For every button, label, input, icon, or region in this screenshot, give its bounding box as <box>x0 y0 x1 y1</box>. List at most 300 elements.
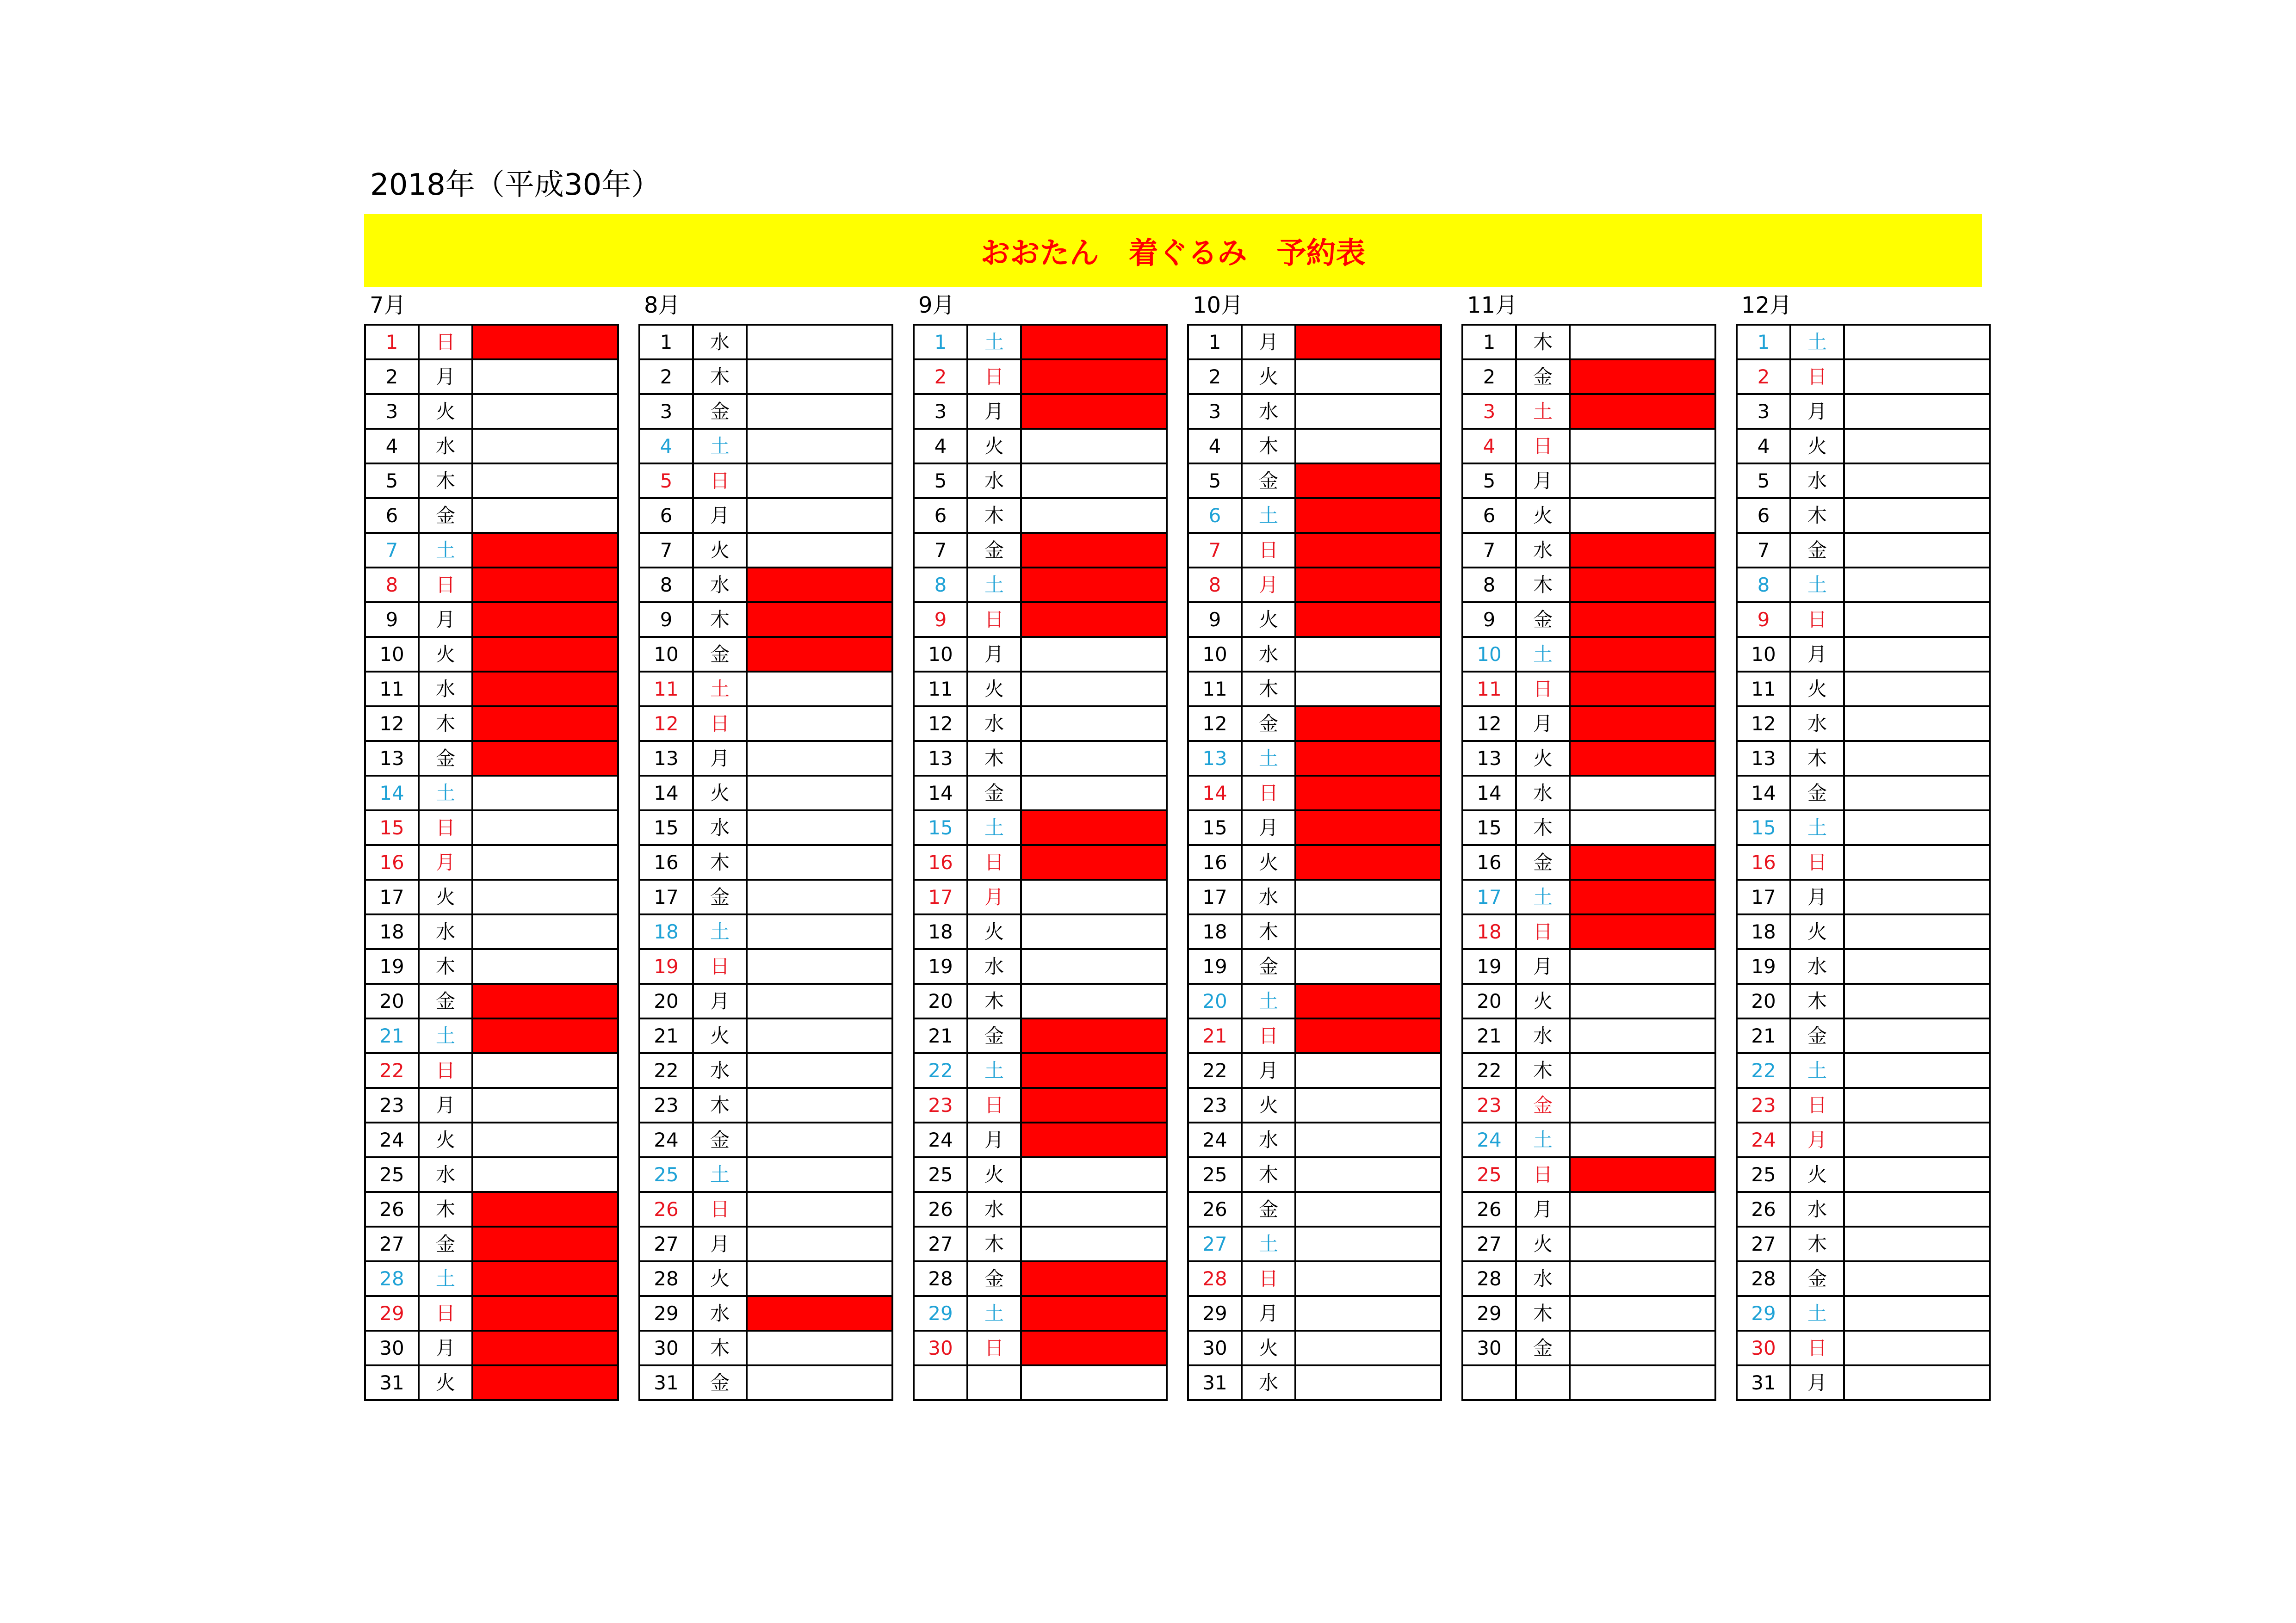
day-row <box>639 845 892 880</box>
reserved-cell[interactable] <box>472 533 618 568</box>
weekday: 木 <box>967 741 1021 776</box>
weekday: 水 <box>1242 880 1295 914</box>
weekday: 月 <box>1790 1123 1844 1157</box>
reservation-cell[interactable] <box>1844 845 1990 880</box>
day-number: 3 <box>1737 394 1790 429</box>
day-number: 21 <box>639 1018 693 1053</box>
month-column <box>1736 287 1983 1401</box>
weekday: 月 <box>1516 463 1570 498</box>
weekday: 金 <box>1242 463 1295 498</box>
day-row <box>914 637 1167 672</box>
reservation-cell[interactable] <box>1570 1296 1715 1331</box>
day-row <box>1462 1365 1715 1400</box>
reservation-cell[interactable] <box>1844 1261 1990 1296</box>
reservation-cell[interactable] <box>747 706 892 741</box>
reservation-cell[interactable] <box>747 845 892 880</box>
day-number: 23 <box>365 1088 419 1123</box>
day-row <box>1737 845 1990 880</box>
reserved-cell[interactable] <box>1021 1296 1167 1331</box>
reserved-cell[interactable] <box>1295 533 1441 568</box>
weekday: 土 <box>1242 498 1295 533</box>
reservation-cell[interactable] <box>1570 1018 1715 1053</box>
reserved-cell[interactable] <box>1570 880 1715 914</box>
day-number: 2 <box>1188 359 1242 394</box>
day-row <box>914 1331 1167 1365</box>
reserved-cell[interactable] <box>472 1192 618 1227</box>
reservation-cell[interactable] <box>1570 1053 1715 1088</box>
reserved-cell[interactable] <box>1021 602 1167 637</box>
reservation-cell[interactable] <box>1570 1261 1715 1296</box>
reservation-cell[interactable] <box>1844 776 1990 810</box>
reservation-cell[interactable] <box>747 672 892 706</box>
weekday: 水 <box>419 1157 472 1192</box>
reserved-cell[interactable] <box>1570 533 1715 568</box>
day-row <box>914 1088 1167 1123</box>
reserved-cell[interactable] <box>1570 914 1715 949</box>
reservation-cell[interactable] <box>1844 602 1990 637</box>
reservation-cell[interactable] <box>1570 810 1715 845</box>
reservation-cell[interactable] <box>1295 1123 1441 1157</box>
reserved-cell[interactable] <box>747 568 892 602</box>
weekday: 木 <box>419 706 472 741</box>
reservation-cell[interactable] <box>472 776 618 810</box>
reservation-cell[interactable] <box>1570 498 1715 533</box>
day-number: 1 <box>639 325 693 359</box>
reservation-cell[interactable] <box>1295 429 1441 463</box>
day-number: 17 <box>914 880 967 914</box>
reservation-cell[interactable] <box>1021 949 1167 984</box>
day-number: 14 <box>1188 776 1242 810</box>
day-row <box>365 1018 618 1053</box>
reservation-cell[interactable] <box>1844 394 1990 429</box>
day-row <box>639 1123 892 1157</box>
reservation-cell[interactable] <box>1021 672 1167 706</box>
day-number: 23 <box>1737 1088 1790 1123</box>
day-row <box>1462 1123 1715 1157</box>
reserved-cell[interactable] <box>1570 845 1715 880</box>
weekday: 水 <box>693 1296 747 1331</box>
reservation-cell[interactable] <box>1570 949 1715 984</box>
day-number: 22 <box>1462 1053 1516 1088</box>
reserved-cell[interactable] <box>1570 637 1715 672</box>
day-number: 17 <box>1462 880 1516 914</box>
reservation-cell[interactable] <box>747 533 892 568</box>
reservation-cell[interactable] <box>1021 914 1167 949</box>
day-number: 18 <box>1737 914 1790 949</box>
day-number: 1 <box>1188 325 1242 359</box>
day-row <box>365 845 618 880</box>
day-row <box>1737 533 1990 568</box>
reservation-cell[interactable] <box>1021 984 1167 1018</box>
reservation-cell[interactable] <box>747 776 892 810</box>
reserved-cell[interactable] <box>747 1296 892 1331</box>
weekday: 水 <box>1242 637 1295 672</box>
reservation-cell[interactable] <box>747 394 892 429</box>
weekday <box>1516 1365 1570 1400</box>
reservation-cell[interactable] <box>747 1123 892 1157</box>
reservation-cell[interactable] <box>1570 776 1715 810</box>
reservation-cell[interactable] <box>1295 359 1441 394</box>
reservation-cell[interactable] <box>1844 463 1990 498</box>
reservation-cell[interactable] <box>1844 325 1990 359</box>
reserved-cell[interactable] <box>747 637 892 672</box>
day-row <box>1462 637 1715 672</box>
reservation-cell[interactable] <box>1570 1192 1715 1227</box>
weekday: 金 <box>693 637 747 672</box>
reservation-cell[interactable] <box>1295 637 1441 672</box>
reservation-cell[interactable] <box>1844 1192 1990 1227</box>
reservation-cell[interactable] <box>1021 741 1167 776</box>
reserved-cell[interactable] <box>747 602 892 637</box>
reserved-cell[interactable] <box>1295 498 1441 533</box>
reservation-cell[interactable] <box>1295 1088 1441 1123</box>
reservation-cell[interactable] <box>1844 1365 1990 1400</box>
reserved-cell[interactable] <box>1021 325 1167 359</box>
reservation-cell[interactable] <box>747 498 892 533</box>
reservation-cell[interactable] <box>1844 949 1990 984</box>
reservation-cell[interactable] <box>1844 568 1990 602</box>
reserved-cell[interactable] <box>472 741 618 776</box>
weekday: 金 <box>419 498 472 533</box>
day-number: 12 <box>1737 706 1790 741</box>
reservation-cell[interactable] <box>1295 1365 1441 1400</box>
day-row <box>1737 914 1990 949</box>
reservation-cell[interactable] <box>1570 1123 1715 1157</box>
reserved-cell[interactable] <box>472 1331 618 1365</box>
reserved-cell[interactable] <box>472 1261 618 1296</box>
day-number: 3 <box>1188 394 1242 429</box>
weekday: 火 <box>419 1123 472 1157</box>
reservation-cell[interactable] <box>747 1157 892 1192</box>
day-row <box>365 1227 618 1261</box>
day-number: 16 <box>365 845 419 880</box>
reservation-cell[interactable] <box>1295 1157 1441 1192</box>
reservation-cell[interactable] <box>1570 429 1715 463</box>
weekday: 火 <box>419 637 472 672</box>
reserved-cell[interactable] <box>1295 776 1441 810</box>
weekday: 火 <box>1242 602 1295 637</box>
day-number: 7 <box>639 533 693 568</box>
reserved-cell[interactable] <box>1021 533 1167 568</box>
day-number: 20 <box>639 984 693 1018</box>
reserved-cell[interactable] <box>472 602 618 637</box>
day-number: 7 <box>1737 533 1790 568</box>
reservation-cell[interactable] <box>1021 429 1167 463</box>
weekday: 日 <box>967 602 1021 637</box>
day-row <box>365 1157 618 1192</box>
weekday: 金 <box>967 776 1021 810</box>
day-number: 26 <box>365 1192 419 1227</box>
reservation-cell[interactable] <box>1844 1331 1990 1365</box>
reserved-cell[interactable] <box>1570 672 1715 706</box>
reserved-cell[interactable] <box>1021 359 1167 394</box>
reservation-cell[interactable] <box>1295 914 1441 949</box>
reserved-cell[interactable] <box>1021 1053 1167 1088</box>
weekday: 月 <box>419 845 472 880</box>
day-number: 1 <box>365 325 419 359</box>
reservation-cell[interactable] <box>472 845 618 880</box>
reservation-cell[interactable] <box>472 359 618 394</box>
reservation-cell[interactable] <box>747 1053 892 1088</box>
weekday: 水 <box>1516 776 1570 810</box>
reservation-cell[interactable] <box>747 463 892 498</box>
weekday: 月 <box>1790 637 1844 672</box>
reservation-cell[interactable] <box>747 1227 892 1261</box>
reservation-cell[interactable] <box>747 949 892 984</box>
reservation-cell[interactable] <box>1021 1192 1167 1227</box>
day-row <box>914 949 1167 984</box>
day-row <box>1737 1261 1990 1296</box>
day-number: 24 <box>914 1123 967 1157</box>
reservation-cell[interactable] <box>1295 1053 1441 1088</box>
reservation-cell[interactable] <box>1844 359 1990 394</box>
reservation-cell[interactable] <box>1844 1296 1990 1331</box>
reservation-cell[interactable] <box>1570 325 1715 359</box>
weekday: 土 <box>1790 1053 1844 1088</box>
day-number: 7 <box>1462 533 1516 568</box>
reservation-cell[interactable] <box>472 914 618 949</box>
reservation-cell[interactable] <box>1844 1227 1990 1261</box>
reserved-cell[interactable] <box>1021 1088 1167 1123</box>
day-row <box>914 880 1167 914</box>
reserved-cell[interactable] <box>1295 568 1441 602</box>
reserved-cell[interactable] <box>1295 706 1441 741</box>
reservation-cell[interactable] <box>747 1365 892 1400</box>
reservation-cell[interactable] <box>1295 949 1441 984</box>
weekday: 木 <box>1242 429 1295 463</box>
reservation-cell[interactable] <box>1844 810 1990 845</box>
day-number: 30 <box>639 1331 693 1365</box>
reservation-cell[interactable] <box>1844 1123 1990 1157</box>
reservation-cell[interactable] <box>747 741 892 776</box>
reservation-cell[interactable] <box>1021 637 1167 672</box>
reservation-cell[interactable] <box>1844 533 1990 568</box>
reserved-cell[interactable] <box>1021 1331 1167 1365</box>
reservation-cell[interactable] <box>1570 984 1715 1018</box>
weekday: 金 <box>419 1227 472 1261</box>
reservation-cell[interactable] <box>1295 672 1441 706</box>
reservation-cell[interactable] <box>472 949 618 984</box>
reservation-cell[interactable] <box>1844 498 1990 533</box>
day-number: 2 <box>1737 359 1790 394</box>
reservation-cell[interactable] <box>747 984 892 1018</box>
day-row <box>1737 741 1990 776</box>
reservation-cell[interactable] <box>747 429 892 463</box>
reservation-cell[interactable] <box>747 359 892 394</box>
reserved-cell[interactable] <box>1295 984 1441 1018</box>
reserved-cell[interactable] <box>1295 845 1441 880</box>
day-row <box>639 463 892 498</box>
day-row <box>365 1088 618 1123</box>
day-row <box>1737 429 1990 463</box>
day-number: 8 <box>365 568 419 602</box>
reservation-cell[interactable] <box>472 429 618 463</box>
reserved-cell[interactable] <box>472 637 618 672</box>
weekday: 日 <box>419 810 472 845</box>
reservation-cell[interactable] <box>1844 741 1990 776</box>
reservation-cell[interactable] <box>1844 672 1990 706</box>
day-row <box>1737 325 1990 359</box>
day-row <box>914 394 1167 429</box>
day-number: 10 <box>365 637 419 672</box>
reserved-cell[interactable] <box>1570 706 1715 741</box>
reservation-cell[interactable] <box>1844 706 1990 741</box>
reservation-cell[interactable] <box>1844 637 1990 672</box>
reservation-cell[interactable] <box>1844 1157 1990 1192</box>
reservation-cell[interactable] <box>1844 1088 1990 1123</box>
day-row <box>1462 984 1715 1018</box>
reservation-cell[interactable] <box>1021 880 1167 914</box>
reservation-cell[interactable] <box>1295 1331 1441 1365</box>
reservation-cell[interactable] <box>1295 1296 1441 1331</box>
reserved-cell[interactable] <box>472 706 618 741</box>
day-number: 29 <box>1188 1296 1242 1331</box>
reservation-cell[interactable] <box>472 463 618 498</box>
day-number: 31 <box>365 1365 419 1400</box>
reserved-cell[interactable] <box>1570 602 1715 637</box>
weekday: 日 <box>419 568 472 602</box>
reservation-cell[interactable] <box>1570 1331 1715 1365</box>
reservation-cell[interactable] <box>1295 394 1441 429</box>
weekday: 水 <box>1790 706 1844 741</box>
reservation-cell[interactable] <box>472 394 618 429</box>
reservation-cell[interactable] <box>472 1088 618 1123</box>
weekday: 水 <box>1790 949 1844 984</box>
reserved-cell[interactable] <box>1021 1018 1167 1053</box>
reservation-cell[interactable] <box>747 1261 892 1296</box>
reserved-cell[interactable] <box>1295 741 1441 776</box>
year-title: 2018年（平成30年） <box>370 168 661 202</box>
day-row <box>639 776 892 810</box>
reservation-cell[interactable] <box>1844 1053 1990 1088</box>
reservation-cell[interactable] <box>1844 429 1990 463</box>
day-row <box>1188 1261 1441 1296</box>
reservation-cell[interactable] <box>472 1053 618 1088</box>
day-number: 27 <box>365 1227 419 1261</box>
day-number: 11 <box>1737 672 1790 706</box>
reservation-cell[interactable] <box>747 914 892 949</box>
reservation-cell[interactable] <box>1021 498 1167 533</box>
reservation-cell[interactable] <box>1021 1157 1167 1192</box>
reservation-cell[interactable] <box>1570 1365 1715 1400</box>
reservation-cell[interactable] <box>747 1018 892 1053</box>
day-row <box>365 533 618 568</box>
reservation-cell[interactable] <box>1021 706 1167 741</box>
reservation-cell[interactable] <box>747 880 892 914</box>
reserved-cell[interactable] <box>1295 602 1441 637</box>
reserved-cell[interactable] <box>472 672 618 706</box>
day-row <box>1737 810 1990 845</box>
reserved-cell[interactable] <box>1570 1157 1715 1192</box>
reserved-cell[interactable] <box>472 984 618 1018</box>
reservation-cell[interactable] <box>472 880 618 914</box>
day-number: 7 <box>1188 533 1242 568</box>
reserved-cell[interactable] <box>472 1227 618 1261</box>
day-number: 11 <box>914 672 967 706</box>
reserved-cell[interactable] <box>1295 1018 1441 1053</box>
day-number: 28 <box>1737 1261 1790 1296</box>
reserved-cell[interactable] <box>1295 810 1441 845</box>
weekday: 土 <box>967 568 1021 602</box>
weekday: 日 <box>1242 1261 1295 1296</box>
reservation-cell[interactable] <box>1021 1227 1167 1261</box>
day-row <box>1462 568 1715 602</box>
weekday: 水 <box>693 1053 747 1088</box>
reserved-cell[interactable] <box>1021 1261 1167 1296</box>
reserved-cell[interactable] <box>1570 741 1715 776</box>
reserved-cell[interactable] <box>472 1018 618 1053</box>
reserved-cell[interactable] <box>1570 359 1715 394</box>
reserved-cell[interactable] <box>1021 568 1167 602</box>
weekday: 日 <box>1790 1088 1844 1123</box>
reservation-cell[interactable] <box>747 325 892 359</box>
reservation-cell[interactable] <box>1295 1227 1441 1261</box>
day-row <box>1188 706 1441 741</box>
reservation-cell[interactable] <box>1295 880 1441 914</box>
day-row <box>1462 880 1715 914</box>
reservation-cell[interactable] <box>472 1123 618 1157</box>
reservation-cell[interactable] <box>747 810 892 845</box>
day-number: 3 <box>914 394 967 429</box>
reserved-cell[interactable] <box>1021 845 1167 880</box>
weekday: 火 <box>967 914 1021 949</box>
weekday: 月 <box>1790 880 1844 914</box>
reservation-cell[interactable] <box>1570 1088 1715 1123</box>
month-label: 10月 <box>1193 292 1244 318</box>
reservation-cell[interactable] <box>472 498 618 533</box>
reservation-cell[interactable] <box>747 1192 892 1227</box>
reservation-cell[interactable] <box>1295 1192 1441 1227</box>
reservation-cell[interactable] <box>1021 776 1167 810</box>
reserved-cell[interactable] <box>472 568 618 602</box>
reserved-cell[interactable] <box>1570 394 1715 429</box>
reserved-cell[interactable] <box>1295 463 1441 498</box>
reserved-cell[interactable] <box>472 1365 618 1400</box>
reservation-cell[interactable] <box>1570 463 1715 498</box>
reserved-cell[interactable] <box>1295 325 1441 359</box>
reservation-cell[interactable] <box>747 1331 892 1365</box>
reservation-cell[interactable] <box>747 1088 892 1123</box>
reserved-cell[interactable] <box>472 1296 618 1331</box>
reservation-cell[interactable] <box>1295 1261 1441 1296</box>
day-number: 6 <box>1188 498 1242 533</box>
weekday: 木 <box>419 463 472 498</box>
reservation-cell[interactable] <box>1844 984 1990 1018</box>
reserved-cell[interactable] <box>1021 394 1167 429</box>
day-row <box>1188 394 1441 429</box>
reservation-cell[interactable] <box>472 1157 618 1192</box>
reservation-cell[interactable] <box>1844 1018 1990 1053</box>
reserved-cell[interactable] <box>1570 568 1715 602</box>
weekday: 土 <box>693 429 747 463</box>
reservation-cell[interactable] <box>1021 1365 1167 1400</box>
reserved-cell[interactable] <box>1021 1123 1167 1157</box>
day-row <box>1737 637 1990 672</box>
reservation-cell[interactable] <box>1021 463 1167 498</box>
reservation-cell[interactable] <box>1570 1227 1715 1261</box>
reservation-cell[interactable] <box>472 810 618 845</box>
day-row <box>1188 1088 1441 1123</box>
weekday: 土 <box>1790 325 1844 359</box>
month-column <box>364 287 612 1401</box>
reservation-cell[interactable] <box>1844 914 1990 949</box>
day-row <box>914 1261 1167 1296</box>
day-row <box>365 1296 618 1331</box>
weekday: 火 <box>1790 914 1844 949</box>
reserved-cell[interactable] <box>1021 810 1167 845</box>
reserved-cell[interactable] <box>472 325 618 359</box>
reservation-cell[interactable] <box>1844 880 1990 914</box>
